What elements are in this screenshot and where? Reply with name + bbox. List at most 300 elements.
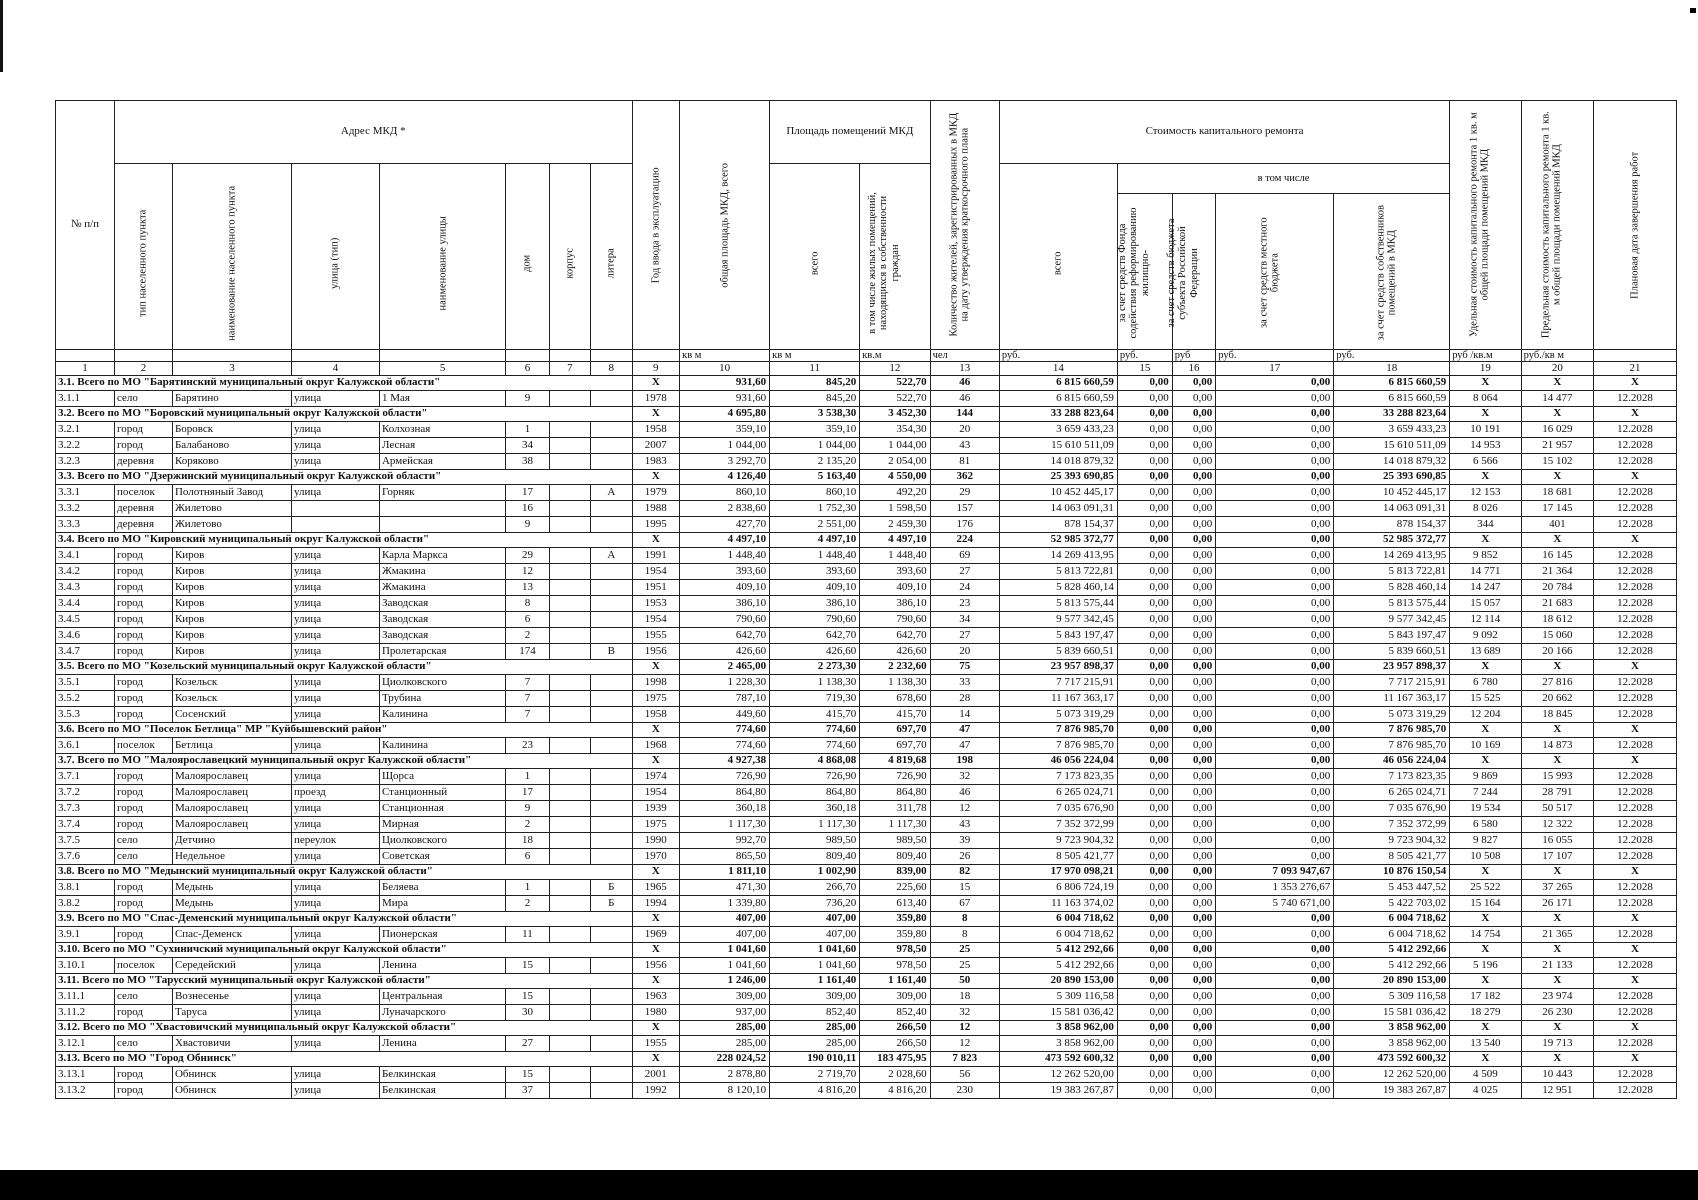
address-cell: Лесная (379, 438, 505, 454)
value-cell: 39 (930, 833, 999, 849)
value-cell: 18 279 (1450, 1005, 1521, 1021)
value-cell: 19 383 267,87 (999, 1083, 1117, 1099)
address-cell: улица (291, 454, 379, 470)
value-cell: 0,00 (1117, 896, 1172, 912)
address-cell: город (115, 422, 173, 438)
value-cell: X (1594, 974, 1677, 989)
value-cell: 15 610 511,09 (999, 438, 1117, 454)
value-cell: X (1521, 723, 1593, 738)
value-cell: 449,60 (680, 707, 770, 723)
address-cell: Горняк (379, 485, 505, 501)
address-cell: Малоярославец (172, 785, 291, 801)
table-row (56, 1067, 1677, 1083)
value-cell: 11 163 374,02 (999, 896, 1117, 912)
address-cell: улица (291, 958, 379, 974)
address-cell: 15 (506, 958, 549, 974)
address-cell: Заводская (379, 612, 505, 628)
value-cell: 0,00 (1117, 391, 1172, 407)
address-cell: Пролетарская (379, 644, 505, 660)
col-header-letter: литера (591, 164, 632, 350)
address-cell: 9 (506, 391, 549, 407)
address-cell (549, 1036, 590, 1052)
value-cell: 522,70 (860, 376, 930, 391)
value-cell: 0,00 (1117, 612, 1172, 628)
address-cell: город (115, 548, 173, 564)
address-cell: улица (291, 691, 379, 707)
value-cell: 23 957 898,37 (999, 660, 1117, 675)
value-cell: 0,00 (1216, 989, 1334, 1005)
value-cell: 0,00 (1172, 849, 1215, 865)
address-cell: улица (291, 880, 379, 896)
value-cell: 5 813 575,44 (999, 596, 1117, 612)
address-cell (549, 454, 590, 470)
address-cell: 3.2.2 (56, 438, 115, 454)
table-row (56, 485, 1677, 501)
address-cell (549, 391, 590, 407)
value-cell: 0,00 (1172, 580, 1215, 596)
value-cell: 0,00 (1117, 817, 1172, 833)
table-row (56, 1005, 1677, 1021)
value-cell: 4 927,38 (680, 754, 770, 769)
address-cell: улица (291, 612, 379, 628)
column-number-cell: 8 (591, 362, 632, 376)
value-cell: 14 247 (1450, 580, 1521, 596)
value-cell: 0,00 (1216, 723, 1334, 738)
value-cell: 8 026 (1450, 501, 1521, 517)
value-cell: 0,00 (1216, 407, 1334, 422)
value-cell: X (1450, 754, 1521, 769)
value-cell: 20 784 (1521, 580, 1593, 596)
address-cell: город (115, 927, 173, 943)
address-cell: 3.13.1 (56, 1067, 115, 1083)
value-cell: 0,00 (1117, 785, 1172, 801)
value-cell: 20 662 (1521, 691, 1593, 707)
address-cell (549, 738, 590, 754)
table-row (56, 785, 1677, 801)
value-cell: X (1594, 376, 1677, 391)
address-cell: 3.10.1 (56, 958, 115, 974)
address-cell: город (115, 769, 173, 785)
value-cell: 266,70 (770, 880, 860, 896)
value-cell: 46 056 224,04 (999, 754, 1117, 769)
value-cell: 931,60 (680, 376, 770, 391)
value-cell: 0,00 (1172, 391, 1215, 407)
value-cell: 0,00 (1216, 707, 1334, 723)
address-cell: Медынь (172, 880, 291, 896)
value-cell: 5 839 660,51 (999, 644, 1117, 660)
unit-cell (1594, 350, 1677, 362)
value-cell: 1953 (632, 596, 680, 612)
value-cell: 0,00 (1216, 1036, 1334, 1052)
address-cell: 3.7.1 (56, 769, 115, 785)
value-cell: 1 041,60 (680, 943, 770, 958)
table-row (56, 517, 1677, 533)
value-cell: 0,00 (1172, 754, 1215, 769)
value-cell: 15 993 (1521, 769, 1593, 785)
address-cell (549, 849, 590, 865)
value-cell: 11 167 363,17 (1334, 691, 1450, 707)
value-cell: 0,00 (1172, 596, 1215, 612)
value-cell: 0,00 (1117, 974, 1172, 989)
value-cell: 4 816,20 (770, 1083, 860, 1099)
value-cell: 426,60 (770, 644, 860, 660)
value-cell: 0,00 (1216, 927, 1334, 943)
value-cell: 230 (930, 1083, 999, 1099)
value-cell: 7 244 (1450, 785, 1521, 801)
value-cell: 790,60 (770, 612, 860, 628)
value-cell: 8 505 421,77 (999, 849, 1117, 865)
table-row (56, 880, 1677, 896)
value-cell: 989,50 (860, 833, 930, 849)
address-cell: улица (291, 1083, 379, 1099)
unit-cell: руб./кв м (1521, 350, 1593, 362)
value-cell: 642,70 (860, 628, 930, 644)
address-cell: Боровск (172, 422, 291, 438)
value-cell: 0,00 (1216, 817, 1334, 833)
value-cell: 23 (930, 596, 999, 612)
value-cell: 47 (930, 723, 999, 738)
value-cell: 2 273,30 (770, 660, 860, 675)
table-row (56, 675, 1677, 691)
value-cell: 1958 (632, 707, 680, 723)
value-cell: 17 107 (1521, 849, 1593, 865)
unit-cell: руб (1172, 350, 1215, 362)
value-cell: 0,00 (1216, 785, 1334, 801)
group-title: 3.8. Всего по МО "Медынский муниципальный округ Калужской области" (56, 865, 633, 880)
value-cell: 409,10 (770, 580, 860, 596)
value-cell: 2 232,60 (860, 660, 930, 675)
address-cell: 12 (506, 564, 549, 580)
value-cell: 176 (930, 517, 999, 533)
address-cell: Станционная (379, 801, 505, 817)
address-cell: 3.4.7 (56, 644, 115, 660)
value-cell: 0,00 (1172, 723, 1215, 738)
address-cell: 3.13.2 (56, 1083, 115, 1099)
address-cell: Ленина (379, 958, 505, 974)
address-cell: улица (291, 596, 379, 612)
value-cell: X (1450, 912, 1521, 927)
table-row (56, 422, 1677, 438)
address-cell: 3.11.1 (56, 989, 115, 1005)
value-cell: 0,00 (1117, 958, 1172, 974)
value-cell: 7 876 985,70 (999, 723, 1117, 738)
value-cell: 407,00 (770, 912, 860, 927)
address-cell: Калинина (379, 738, 505, 754)
value-cell: 3 858 962,00 (999, 1036, 1117, 1052)
value-cell: 0,00 (1172, 517, 1215, 533)
value-cell: 7 876 985,70 (999, 738, 1117, 754)
address-cell: 8 (506, 596, 549, 612)
value-cell: 9 092 (1450, 628, 1521, 644)
value-cell: 10 452 445,17 (999, 485, 1117, 501)
value-cell: X (632, 723, 680, 738)
value-cell: 15 057 (1450, 596, 1521, 612)
address-cell: улица (291, 817, 379, 833)
value-cell: 0,00 (1117, 865, 1172, 880)
address-cell (549, 517, 590, 533)
value-cell: 393,60 (680, 564, 770, 580)
address-cell (549, 833, 590, 849)
value-cell: 1 228,30 (680, 675, 770, 691)
address-cell: город (115, 644, 173, 660)
address-cell: улица (291, 707, 379, 723)
group-title: 3.2. Всего по МО "Боровский муниципальный округ Калужской области" (56, 407, 633, 422)
address-cell: 7 (506, 707, 549, 723)
value-cell: 18 612 (1521, 612, 1593, 628)
value-cell: 3 858 962,00 (1334, 1021, 1450, 1036)
value-cell: 5 813 722,81 (999, 564, 1117, 580)
value-cell: 7 876 985,70 (1334, 723, 1450, 738)
value-cell: 790,60 (680, 612, 770, 628)
value-cell: 10 876 150,54 (1334, 865, 1450, 880)
address-cell: 3.6.1 (56, 738, 115, 754)
value-cell: 9 723 904,32 (1334, 833, 1450, 849)
value-cell: 809,40 (770, 849, 860, 865)
address-cell: город (115, 817, 173, 833)
value-cell: 12.2028 (1594, 1036, 1677, 1052)
value-cell: 7 035 676,90 (999, 801, 1117, 817)
value-cell: 2 054,00 (860, 454, 930, 470)
value-cell: 0,00 (1172, 470, 1215, 485)
address-cell (549, 785, 590, 801)
value-cell: 471,30 (680, 880, 770, 896)
value-cell: 0,00 (1216, 769, 1334, 785)
value-cell: 5 412 292,66 (1334, 958, 1450, 974)
value-cell: 12 262 520,00 (999, 1067, 1117, 1083)
address-cell: 1 (506, 422, 549, 438)
address-cell (591, 422, 632, 438)
address-cell: 6 (506, 612, 549, 628)
value-cell: 0,00 (1117, 754, 1172, 769)
value-cell: 0,00 (1117, 564, 1172, 580)
address-cell: село (115, 1036, 173, 1052)
address-cell: город (115, 801, 173, 817)
group-title: 3.12. Всего по МО "Хвастовичский муниципальный округ Калужской области" (56, 1021, 633, 1036)
value-cell: 10 191 (1450, 422, 1521, 438)
address-cell: 23 (506, 738, 549, 754)
value-cell: 0,00 (1172, 801, 1215, 817)
column-number-cell: 16 (1172, 362, 1215, 376)
address-cell: Хвастовичи (172, 1036, 291, 1052)
value-cell: X (1521, 1021, 1593, 1036)
value-cell: 6 815 660,59 (1334, 391, 1450, 407)
address-cell: Вознесенье (172, 989, 291, 1005)
value-cell: 12.2028 (1594, 896, 1677, 912)
value-cell: 642,70 (770, 628, 860, 644)
address-cell (591, 1067, 632, 1083)
value-cell: 726,90 (680, 769, 770, 785)
group-total-row (56, 660, 1677, 675)
value-cell: 1998 (632, 675, 680, 691)
value-cell: 0,00 (1117, 1052, 1172, 1067)
table-row (56, 896, 1677, 912)
value-cell: X (1450, 470, 1521, 485)
value-cell: 0,00 (1117, 707, 1172, 723)
col-header-locality-type: тип населенного пункта (115, 164, 173, 350)
value-cell: 4 126,40 (680, 470, 770, 485)
value-cell: 0,00 (1172, 769, 1215, 785)
scan-edge-mark (0, 0, 3, 72)
value-cell: 12.2028 (1594, 675, 1677, 691)
table-row (56, 612, 1677, 628)
value-cell: 415,70 (770, 707, 860, 723)
group-title: 3.13. Всего по МО "Город Обнинск" (56, 1052, 633, 1067)
column-number-cell: 7 (549, 362, 590, 376)
address-cell: 3.4.1 (56, 548, 115, 564)
value-cell: 878 154,37 (1334, 517, 1450, 533)
unit-cell: кв.м (860, 350, 930, 362)
value-cell: 14 477 (1521, 391, 1593, 407)
address-cell (549, 628, 590, 644)
value-cell: 12.2028 (1594, 880, 1677, 896)
address-cell: 3.7.2 (56, 785, 115, 801)
column-number-cell: 9 (632, 362, 680, 376)
value-cell: 12.2028 (1594, 1083, 1677, 1099)
address-cell: 3.2.3 (56, 454, 115, 470)
value-cell: 7 093 947,67 (1216, 865, 1334, 880)
value-cell: 285,00 (680, 1021, 770, 1036)
value-cell: 6 815 660,59 (999, 391, 1117, 407)
value-cell: 0,00 (1172, 438, 1215, 454)
value-cell: X (1521, 470, 1593, 485)
value-cell: 0,00 (1117, 738, 1172, 754)
value-cell: X (1450, 376, 1521, 391)
unit-cell (591, 350, 632, 362)
value-cell: 0,00 (1117, 989, 1172, 1005)
value-cell: 0,00 (1216, 801, 1334, 817)
value-cell: X (1521, 865, 1593, 880)
value-cell: X (632, 660, 680, 675)
value-cell: X (1594, 407, 1677, 422)
group-title: 3.10. Всего по МО "Сухиничский муниципальный округ Калужской области" (56, 943, 633, 958)
value-cell: 50 (930, 974, 999, 989)
value-cell: 427,70 (680, 517, 770, 533)
address-cell: улица (291, 438, 379, 454)
col-header-street-name: наименование улицы (379, 164, 505, 350)
value-cell: 774,60 (680, 723, 770, 738)
address-cell: Жилетово (172, 501, 291, 517)
address-cell: 30 (506, 1005, 549, 1021)
value-cell: 0,00 (1117, 644, 1172, 660)
group-total-row (56, 533, 1677, 548)
value-cell: 0,00 (1172, 548, 1215, 564)
value-cell: 3 858 962,00 (999, 1021, 1117, 1036)
value-cell: 266,50 (860, 1036, 930, 1052)
value-cell: 1958 (632, 422, 680, 438)
value-cell: 0,00 (1216, 517, 1334, 533)
value-cell: 5 843 197,47 (999, 628, 1117, 644)
value-cell: 224 (930, 533, 999, 548)
value-cell: 6 580 (1450, 817, 1521, 833)
value-cell: 0,00 (1172, 880, 1215, 896)
value-cell: 50 517 (1521, 801, 1593, 817)
address-cell: 1 (506, 880, 549, 896)
address-cell: село (115, 989, 173, 1005)
value-cell: 5 813 575,44 (1334, 596, 1450, 612)
table-row (56, 769, 1677, 785)
value-cell: 5 073 319,29 (999, 707, 1117, 723)
address-cell: Щорса (379, 769, 505, 785)
value-cell: 0,00 (1117, 1083, 1172, 1099)
value-cell: X (1594, 723, 1677, 738)
col-header-total-area: общая площадь МКД, всего (680, 101, 770, 350)
value-cell: 473 592 600,32 (999, 1052, 1117, 1067)
value-cell: X (1450, 1052, 1521, 1067)
value-cell: 12.2028 (1594, 785, 1677, 801)
address-cell: 18 (506, 833, 549, 849)
address-cell (591, 769, 632, 785)
address-cell: Барятино (172, 391, 291, 407)
address-cell: 3.4.4 (56, 596, 115, 612)
value-cell: 5 453 447,52 (1334, 880, 1450, 896)
value-cell: 0,00 (1172, 628, 1215, 644)
value-cell: 492,20 (860, 485, 930, 501)
address-cell (591, 801, 632, 817)
value-cell: 12.2028 (1594, 564, 1677, 580)
value-cell: 0,00 (1216, 1067, 1334, 1083)
column-number-cell: 11 (770, 362, 860, 376)
address-cell: 3.5.2 (56, 691, 115, 707)
address-cell: Киров (172, 644, 291, 660)
value-cell: 5 839 660,51 (1334, 644, 1450, 660)
value-cell: 12.2028 (1594, 438, 1677, 454)
value-cell: 1974 (632, 769, 680, 785)
address-cell (591, 707, 632, 723)
value-cell: 0,00 (1117, 454, 1172, 470)
value-cell: 10 452 445,17 (1334, 485, 1450, 501)
address-cell: Детчино (172, 833, 291, 849)
address-cell: 2 (506, 817, 549, 833)
value-cell: 0,00 (1117, 596, 1172, 612)
value-cell: 845,20 (770, 391, 860, 407)
value-cell: 1980 (632, 1005, 680, 1021)
address-cell: 2 (506, 896, 549, 912)
address-cell: 7 (506, 691, 549, 707)
value-cell: 0,00 (1172, 1052, 1215, 1067)
address-cell: Малоярославец (172, 817, 291, 833)
value-cell: 0,00 (1172, 1021, 1215, 1036)
value-cell: 0,00 (1172, 1005, 1215, 1021)
value-cell: 7 717 215,91 (999, 675, 1117, 691)
value-cell: 12 (930, 1021, 999, 1036)
address-cell: Козельск (172, 675, 291, 691)
value-cell: 0,00 (1216, 376, 1334, 391)
value-cell: 46 056 224,04 (1334, 754, 1450, 769)
value-cell: 1 044,00 (860, 438, 930, 454)
address-cell: 29 (506, 548, 549, 564)
value-cell: X (1521, 660, 1593, 675)
value-cell: 0,00 (1172, 865, 1215, 880)
value-cell: 426,60 (680, 644, 770, 660)
value-cell: 5 412 292,66 (999, 958, 1117, 974)
column-number-cell: 20 (1521, 362, 1593, 376)
value-cell: 18 845 (1521, 707, 1593, 723)
value-cell: 407,00 (770, 927, 860, 943)
address-cell: Киров (172, 596, 291, 612)
value-cell: 1965 (632, 880, 680, 896)
col-header-area-total: всего (770, 164, 860, 350)
group-total-row (56, 723, 1677, 738)
value-cell: 360,18 (680, 801, 770, 817)
address-cell: город (115, 438, 173, 454)
value-cell: 6 004 718,62 (1334, 927, 1450, 943)
value-cell: 9 723 904,32 (999, 833, 1117, 849)
address-cell: Полотняный Завод (172, 485, 291, 501)
value-cell: 0,00 (1172, 564, 1215, 580)
value-cell: 2 719,70 (770, 1067, 860, 1083)
value-cell: 1 246,00 (680, 974, 770, 989)
address-cell (591, 927, 632, 943)
